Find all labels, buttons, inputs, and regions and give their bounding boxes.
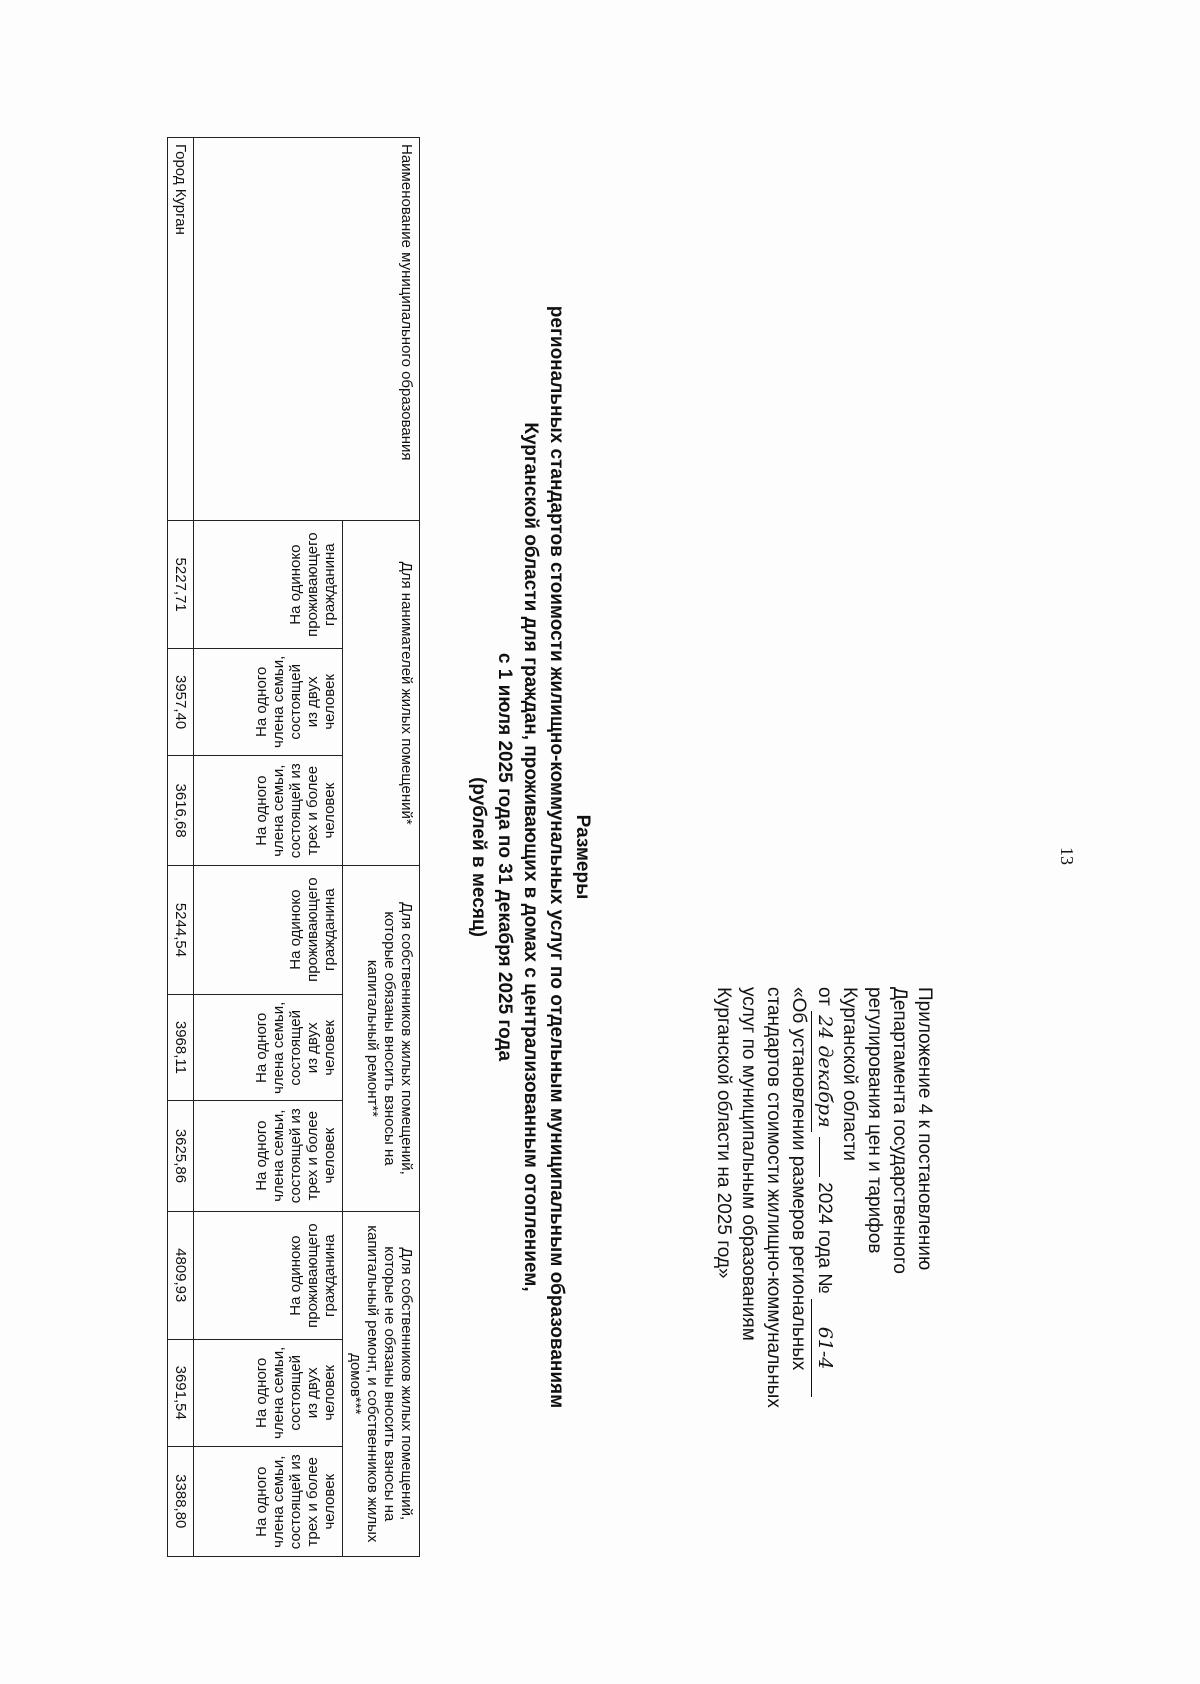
subheader-single: На одиноко проживающего гражданина: [194, 521, 343, 649]
subheader-three: На одного члена семьи, состоящей из трех и более человек: [194, 1446, 343, 1556]
rotated-content: [45, 87, 1155, 1597]
value-cell: 5227,71: [168, 521, 194, 649]
document-title: [465, 167, 595, 1547]
value-cell: 4809,93: [168, 1211, 194, 1339]
standards-table: [167, 137, 420, 1557]
annex-line: Департамента государственного: [889, 987, 910, 1274]
table-group-header-row: [343, 138, 420, 1557]
municipality-header: Наименование муниципального образования: [194, 138, 420, 521]
subheader-two: На одного члена семьи, состоящей из двух человек: [194, 649, 343, 756]
group-header-owners-no-capital: Для собственников жилых помещений, которые не обязаны вносить взносы на капитальный ремонт, и собственников жилых домов***: [343, 1211, 420, 1556]
title-line: с 1 июля 2025 года по 31 декабря 2025 года: [494, 652, 515, 1062]
value-cell: 3968,11: [168, 994, 194, 1101]
annex-line: Курганской области: [839, 987, 860, 1162]
date-prefix: от: [814, 987, 835, 1006]
annex-line: «Об установлении размеров региональных: [788, 987, 809, 1371]
annex-line: услуг по муниципальным образованиям: [738, 987, 759, 1341]
value-cell: 3625,86: [168, 1101, 194, 1211]
subheader-two: На одного члена семьи, состоящей из двух человек: [194, 994, 343, 1101]
group-header-tenants: Для нанимателей жилых помещений*: [343, 521, 420, 866]
handwritten-number: 61-4: [811, 1299, 837, 1397]
title-line: Курганской области для граждан, проживающих в домах с централизованным отоплением,: [520, 422, 541, 1292]
value-cell: 5244,54: [168, 866, 194, 994]
value-cell: 3691,54: [168, 1339, 194, 1446]
subheader-single: На одиноко проживающего гражданина: [194, 1211, 343, 1339]
title-line: Размеры: [572, 814, 593, 900]
date-year: 2024 года №: [814, 1182, 835, 1294]
title-line: региональных стандартов стоимости жилищно-коммунальных услуг по отдельным муниципальным образованиям: [546, 305, 567, 1409]
annex-date-line: [811, 987, 837, 1427]
value-cell: 3616,68: [168, 755, 194, 865]
annex-line: стандартов стоимости жилищно-коммунальных: [763, 987, 784, 1408]
page-number: 13: [1057, 847, 1077, 865]
subheader-single: На одиноко проживающего гражданина: [194, 866, 343, 994]
table-row: [168, 138, 194, 1557]
subheader-three: На одного члена семьи, состоящей из трех и более человек: [194, 755, 343, 865]
value-cell: 3388,80: [168, 1446, 194, 1556]
annex-block: [711, 987, 937, 1427]
date-blank-line: [819, 1137, 820, 1177]
annex-line: Курганской области на 2025 год»: [713, 987, 734, 1279]
annex-line: регулирования цен и тарифов: [864, 987, 885, 1254]
annex-line: Приложение 4 к постановлению: [914, 987, 935, 1271]
subheader-two: На одного члена семьи, состоящей из двух человек: [194, 1339, 343, 1446]
subheader-three: На одного члена семьи, состоящей из трех и более человек: [194, 1101, 343, 1211]
group-header-owners-capital: Для собственников жилых помещений, которые обязаны вносить взносы на капитальный ремонт**: [343, 866, 420, 1211]
value-cell: 3957,40: [168, 649, 194, 756]
municipality-name: Город Курган: [168, 138, 194, 521]
title-line: (рублей в месяц): [468, 777, 489, 937]
handwritten-date: 24 декабря: [811, 1011, 837, 1132]
